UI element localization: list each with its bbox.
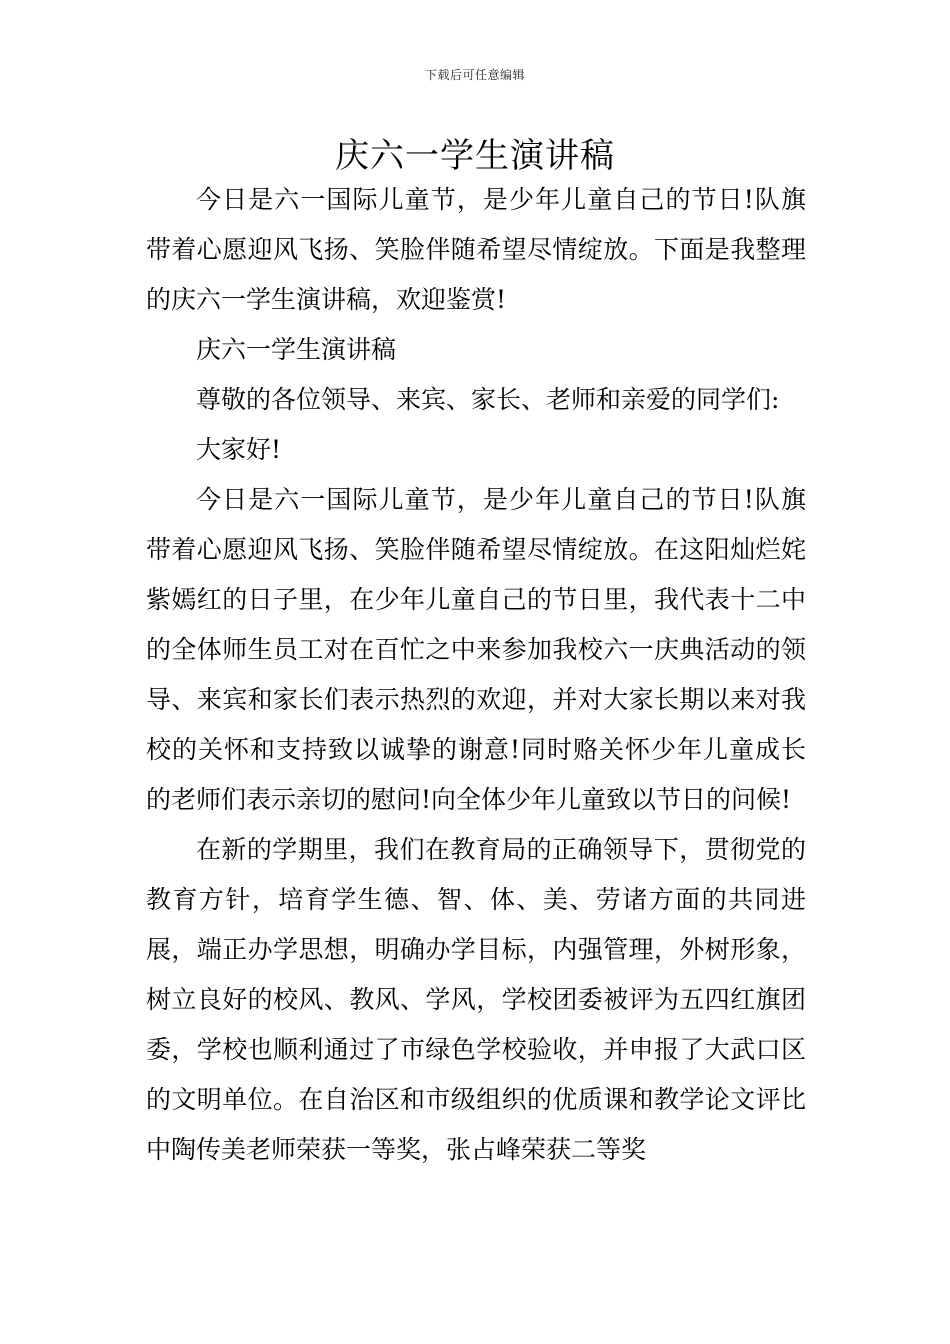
- page-title: 庆六一学生演讲稿: [335, 136, 615, 176]
- paragraph-body-1: 今日是六一国际儿童节，是少年儿童自己的节日!队旗带着心愿迎风飞扬、笑脸伴随希望尽情绽放。在这阳灿烂姹紫嫣红的日子里，在少年儿童自己的节日里，我代表十二中的全体师生员工对在百忙之中来参加我校六一庆典活动的领导、来宾和家长们表示热烈的欢迎，并对大家长期以来对我校的关怀和支持致以诚挚的谢意!同时赂关怀少年儿童成长的老师们表示亲切的慰问!向全体少年儿童致以节日的问候!: [146, 485, 806, 814]
- paragraph-greeting: 大家好!: [196, 435, 282, 464]
- header-note: 下载后可任意编辑: [424, 68, 525, 82]
- body-text: [146, 175, 806, 1175]
- paragraph-salutation: 尊敬的各位领导、来宾、家长、老师和亲爱的同学们:: [196, 385, 780, 414]
- paragraph-subtitle: 庆六一学生演讲稿: [196, 335, 397, 364]
- paragraph-intro: 今日是六一国际儿童节，是少年儿童自己的节日!队旗带着心愿迎风飞扬、笑脸伴随希望尽情绽放。下面是我整理的庆六一学生演讲稿，欢迎鉴赏!: [146, 185, 806, 314]
- paragraph-body-2: 在新的学期里，我们在教育局的正确领导下，贯彻党的教育方针，培育学生德、智、体、美、劳诸方面的共同进展，端正办学思想，明确办学目标，内强管理，外树形象，树立良好的校风、教风、学风，学校团委被评为五四红旗团委，学校也顺利通过了市绿色学校验收，并申报了大武口区的文明单位。在自治区和市级组织的优质课和教学论文评比中陶传美老师荣获一等奖，张占峰荣获二等奖: [146, 835, 806, 1164]
